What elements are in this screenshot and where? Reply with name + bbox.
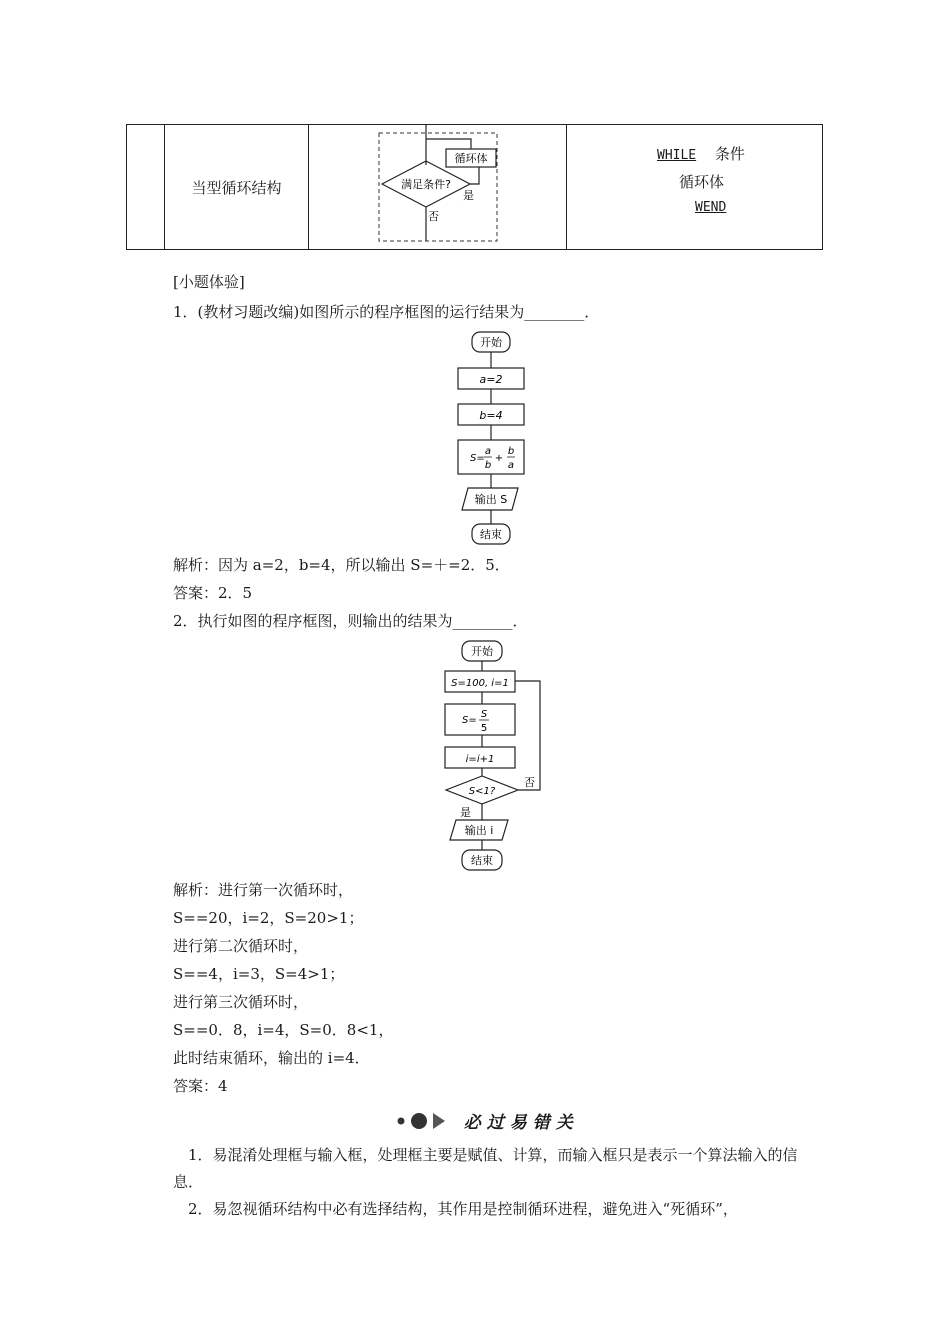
q2-yes: 是 [460,806,471,819]
q1-frac1-den: b [484,460,492,471]
q2-output: 输出 i [464,824,494,837]
q2-increment: i=i+1 [465,754,495,765]
q2-start: 开始 [471,645,493,658]
q2-analysis-line-2: S==20，i=2，S=20>1； [173,909,364,927]
code-while: WHILE [657,148,697,163]
q2-analysis-line-5: 进行第三次循环时， [173,993,309,1011]
diagram-no: 否 [428,210,439,223]
q2-flowchart [440,636,570,876]
section-heading: [小题体验] [173,273,245,291]
q1-assign-b: b=4 [479,409,503,422]
q2-analysis-line-4: S==4，i=3，S=4>1； [173,965,345,983]
banner-dots-icon [393,1109,459,1133]
code-condition: 条件 [714,145,745,163]
error-point-2: 2．易忽视循环结构中必有选择结构，其作用是控制循环进程，避免进入“死循环”， [188,1200,738,1218]
q1-plus: + [494,453,504,464]
q2-analysis-line-1: 解析：进行第一次循环时， [173,881,354,899]
q2-condition: S<1? [468,786,496,797]
code-wend: WEND [695,200,727,215]
q2-s-prefix: S= [462,715,477,726]
q2-init: S=100, i=1 [451,678,509,689]
diagram-yes: 是 [463,189,474,202]
q2-frac-num: S [480,709,488,720]
q2-analysis-line-7: 此时结束循环，输出的 i=4． [173,1049,370,1067]
empty-cell [127,125,165,250]
q1-analysis: 解析：因为 a=2，b=4，所以输出 S=＋=2．5． [173,556,510,574]
error-point-1: 1．易混淆处理框与输入框，处理框主要是赋值、计算，而输入框只是表示一个算法输入的信息． [173,1146,798,1191]
q1-output: 输出 S [474,493,508,506]
q1-frac2-den: a [507,460,515,471]
diagram-cell [309,125,567,250]
banner-title: 必过易错关 [463,1113,579,1133]
q2-answer: 答案：4 [173,1077,228,1095]
q1-start: 开始 [480,336,502,349]
diagram-loop-body: 循环体 [454,152,488,165]
code-cell [567,125,823,250]
q2-text: 2．执行如图的程序框图，则输出的结果为________． [173,612,528,630]
q1-flowchart [440,328,550,548]
q2-analysis-line-6: S==0．8，i=4，S=0．8<1， [173,1021,394,1039]
q1-text: 1．(教材习题改编)如图所示的程序框图的运行结果为________． [173,303,600,321]
q1-answer: 答案：2．5 [173,584,253,602]
q1-frac2-num: b [507,446,515,457]
code-body: 循环体 [679,173,725,191]
q2-end: 结束 [471,854,493,867]
q2-frac-den: 5 [480,723,488,734]
q2-analysis-line-3: 进行第二次循环时， [173,937,309,955]
q2-no: 否 [524,776,535,789]
q1-end: 结束 [480,528,502,541]
while-loop-diagram [309,125,566,249]
q1-assign-a: a=2 [479,373,503,386]
section-banner [393,1108,579,1132]
loop-structure-table [126,124,823,250]
q1-frac1-num: a [484,446,492,457]
row-label: 当型循环结构 [191,178,282,197]
row-label-cell [165,125,309,250]
q1-s-prefix: S= [470,453,485,464]
diagram-condition: 满足条件? [401,178,451,191]
